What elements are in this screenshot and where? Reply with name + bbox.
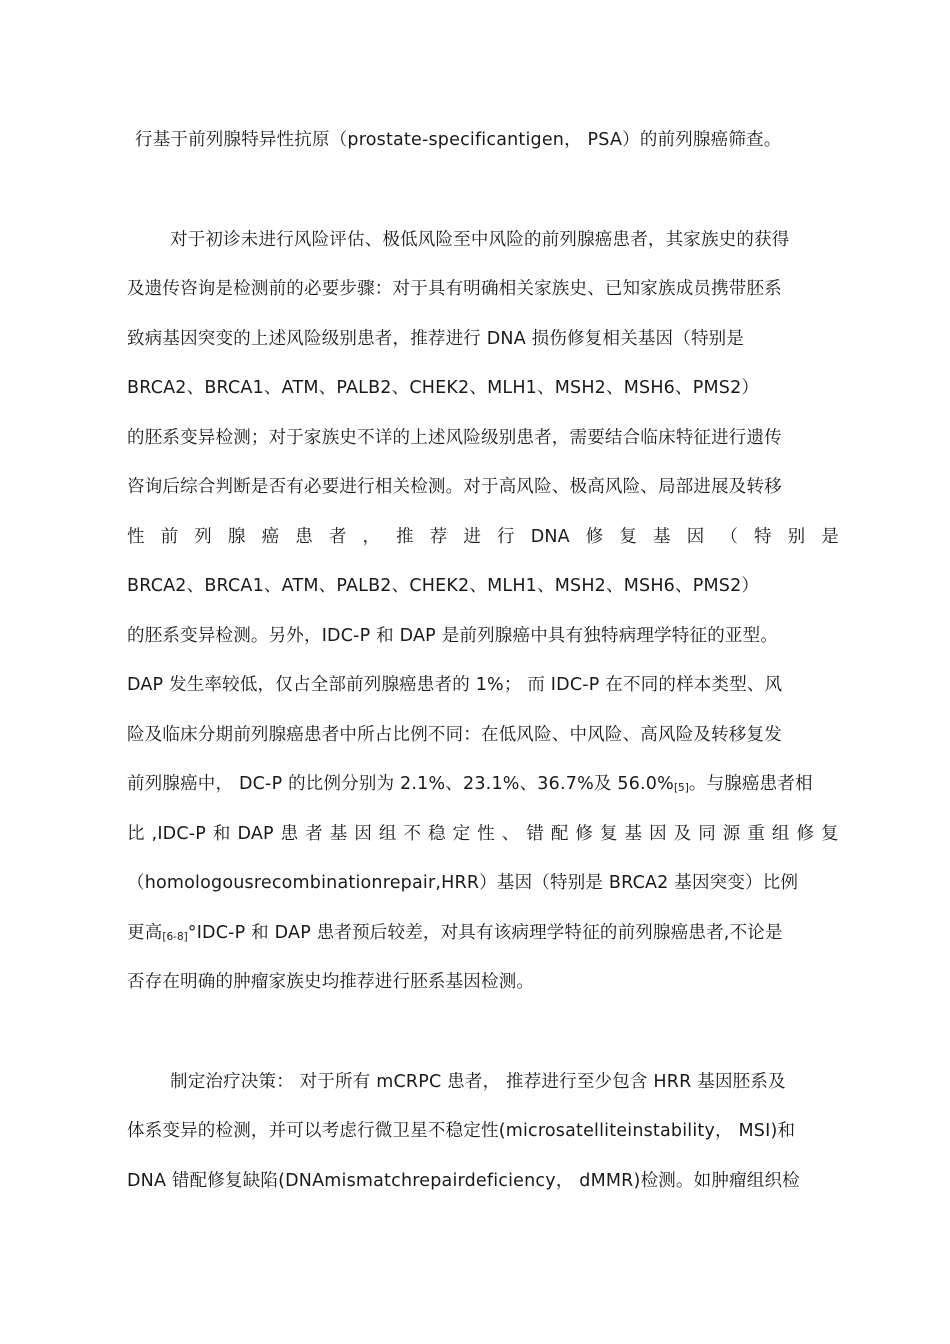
- spaced-word: 基: [329, 824, 348, 844]
- spaced-word: 基: [624, 824, 643, 844]
- spaced-word: 、: [501, 824, 520, 844]
- text-line: 及遗传咨询是检测前的必要步骤：对于具有明确相关家族史、已知家族成员携带胚系: [127, 279, 782, 299]
- spaced-word: 定: [452, 824, 471, 844]
- text-line: BRCA2、BRCA1、ATM、PALB2、CHEK2、MLH1、MSH2、MSH6、PMS2）: [127, 576, 760, 596]
- spaced-word: 复: [821, 824, 839, 844]
- text-line: 险及临床分期前列腺癌患者中所占比例不同：在低风险、中风险、高风险及转移复发: [127, 725, 782, 745]
- text-line: DNA 错配修复缺陷(DNAmismatchrepairdeficiency， dMMR)检测。如肿瘤组织检: [127, 1171, 800, 1191]
- spaced-word: 同: [698, 824, 716, 844]
- text-line: 体系变异的检测，并可以考虑行微卫星不稳定性(microsatelliteinstability， MSI)和: [127, 1121, 796, 1141]
- spaced-word: 修: [585, 527, 604, 547]
- spaced-word: 组: [378, 824, 397, 844]
- spaced-word: 重: [747, 824, 766, 844]
- spaced-word: 不: [403, 824, 422, 844]
- text-line: 否存在明确的肿瘤家族史均推荐进行胚系基因检测。: [127, 972, 535, 992]
- spaced-word: 比: [127, 824, 145, 844]
- spaced-word: 修: [796, 824, 815, 844]
- spaced-word: 特: [753, 527, 772, 547]
- spaced-word: 因: [649, 824, 667, 844]
- spaced-word: 因: [686, 527, 705, 547]
- text-line: （homologousrecombinationrepair,HRR）基因（特别是 BRCA2 基因突变）比例: [127, 873, 799, 893]
- spaced-word: DNA: [530, 527, 570, 547]
- text-line-with-reference: [127, 772, 839, 796]
- spaced-word: 列: [194, 527, 212, 547]
- spaced-word: 推: [396, 527, 414, 547]
- spaced-word: 者: [305, 824, 323, 844]
- spaced-word: 和: [212, 824, 231, 844]
- text-line: 的胚系变异检测；对于家族史不详的上述风险级别患者，需要结合临床特征进行遗传: [127, 428, 782, 448]
- spaced-word: ,IDC-P: [151, 824, 207, 844]
- justified-text-line: [127, 822, 839, 846]
- text-segment: 更高: [127, 923, 163, 943]
- text-line: 的胚系变异检测。另外，IDC-P 和 DAP 是前列腺癌中具有独特病理学特征的亚型。: [127, 626, 779, 646]
- citation-reference: [5]: [673, 782, 689, 794]
- paragraph-first-line: 对于初诊未进行风险评估、极低风险至中风险的前列腺癌患者，其家族史的获得: [170, 230, 790, 250]
- spaced-word: 及: [673, 824, 692, 844]
- text-line: BRCA2、BRCA1、ATM、PALB2、CHEK2、MLH1、MSH2、MSH6、PMS2）: [127, 378, 760, 398]
- spaced-word: 复: [599, 824, 618, 844]
- citation-reference: [6-8]: [162, 931, 188, 943]
- text-segment: °IDC-P 和 DAP 患者预后较差，对具有该病理学特征的前列腺癌患者,不论是: [187, 923, 783, 943]
- text-segment: 。与腺癌患者相: [688, 774, 813, 794]
- spaced-word: 组: [771, 824, 790, 844]
- spaced-word: 性: [477, 824, 495, 844]
- text-line: 致病基因突变的上述风险级别患者，推荐进行 DNA 损伤修复相关基因（特别是: [127, 329, 745, 349]
- spaced-word: （: [720, 527, 739, 547]
- text-line: DAP 发生率较低，仅占全部前列腺癌患者的 1%； 而 IDC-P 在不同的样本类型、风: [127, 675, 783, 695]
- paragraph-first-line: 制定治疗决策： 对于所有 mCRPC 患者， 推荐进行至少包含 HRR 基因胚系及: [170, 1072, 786, 1092]
- spaced-word: 复: [619, 527, 638, 547]
- spaced-word: DAP: [237, 824, 274, 844]
- spaced-word: 稳: [428, 824, 446, 844]
- spaced-word: 腺: [227, 527, 246, 547]
- spaced-word: 修: [575, 824, 594, 844]
- spaced-word: 基: [653, 527, 671, 547]
- text-segment: 前列腺癌中， DC-P 的比例分别为 2.1%、23.1%、36.7%及 56.0%: [127, 774, 674, 794]
- spaced-word: 患: [280, 824, 299, 844]
- spaced-word: 别: [787, 527, 806, 547]
- spaced-word: ，: [362, 527, 381, 547]
- spaced-word: 进: [463, 527, 482, 547]
- justified-text-line: [127, 525, 839, 549]
- text-line: 行基于前列腺特异性抗原（prostate-specificantigen， PSA）的前列腺癌筛查。: [135, 130, 782, 150]
- spaced-word: 是: [821, 527, 839, 547]
- spaced-word: 行: [497, 527, 515, 547]
- spaced-word: 性: [127, 527, 145, 547]
- spaced-word: 源: [722, 824, 741, 844]
- text-line-with-reference: [127, 921, 839, 945]
- spaced-word: 癌: [261, 527, 280, 547]
- text-line: 咨询后综合判断是否有必要进行相关检测。对于高风险、极高风险、局部进展及转移: [127, 477, 782, 497]
- spaced-word: 荐: [429, 527, 448, 547]
- spaced-word: 配: [550, 824, 569, 844]
- spaced-word: 前: [160, 527, 179, 547]
- spaced-word: 错: [526, 824, 544, 844]
- spaced-word: 因: [354, 824, 373, 844]
- spaced-word: 患: [295, 527, 313, 547]
- spaced-word: 者: [328, 527, 347, 547]
